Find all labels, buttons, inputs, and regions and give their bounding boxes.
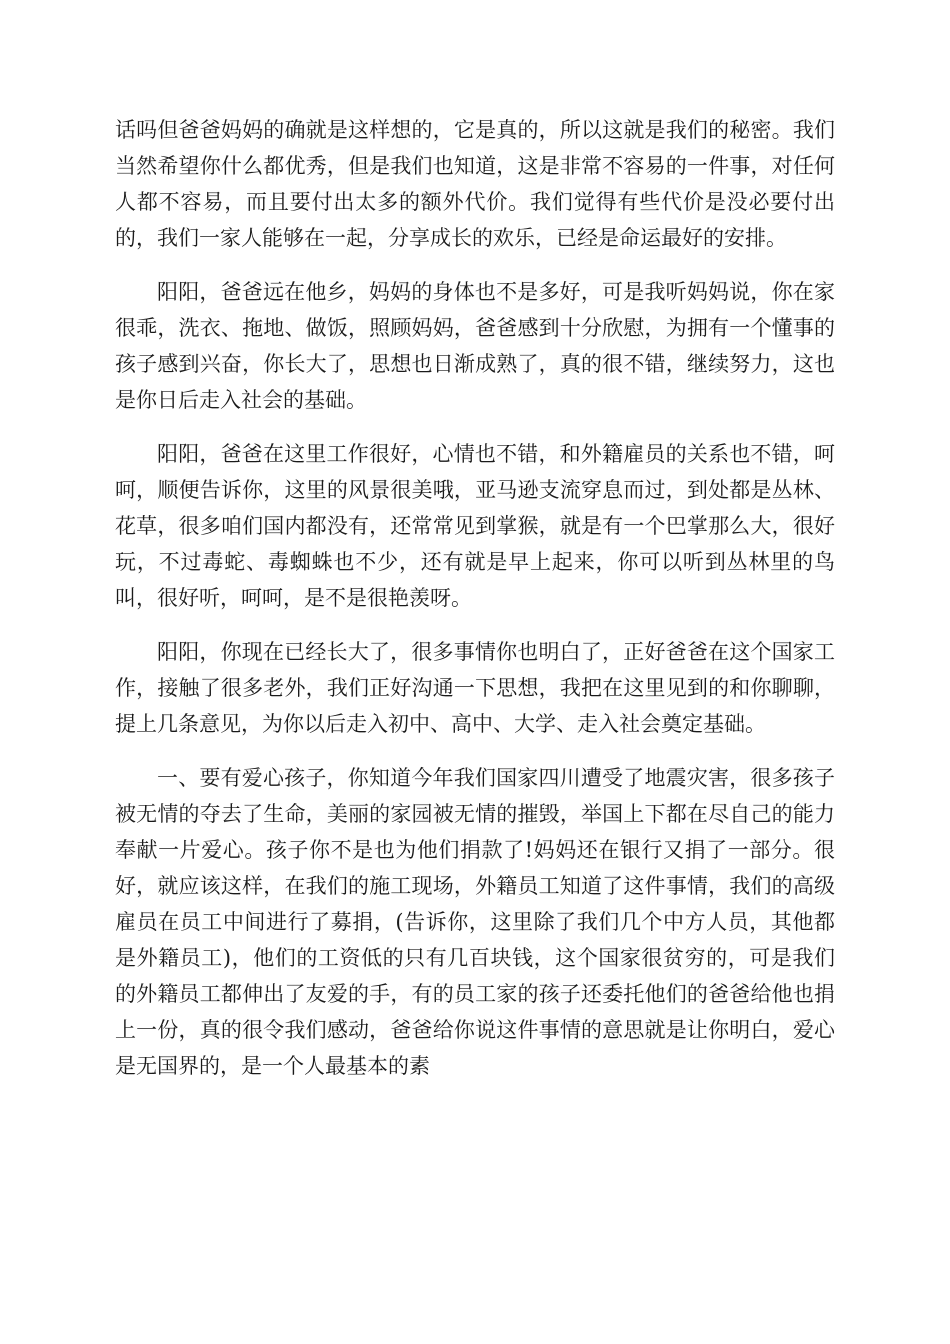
paragraph-2: 阳阳，爸爸远在他乡，妈妈的身体也不是多好，可是我听妈妈说，你在家很乖，洗衣、拖地、做饭，照顾妈妈，爸爸感到十分欣慰，为拥有一个懂事的孩子感到兴奋，你长大了，思想也日渐成熟了，真的很不错，继续努力，这也是你日后走入社会的基础。: [115, 280, 835, 412]
document-page: [115, 112, 835, 1102]
paragraph-1: 话吗但爸爸妈妈的确就是这样想的，它是真的，所以这就是我们的秘密。我们当然希望你什么都优秀，但是我们也知道，这是非常不容易的一件事，对任何人都不容易，而且要付出太多的额外代价。我们觉得有些代价是没必要付出的，我们一家人能够在一起，分享成长的欢乐，已经是命运最好的安排。: [115, 118, 835, 250]
paragraph-4: 阳阳，你现在已经长大了，很多事情你也明白了，正好爸爸在这个国家工作，接触了很多老外，我们正好沟通一下思想，我把在这里见到的和你聊聊，提上几条意见，为你以后走入初中、高中、大学、走入社会奠定基础。: [115, 640, 835, 736]
paragraph-3: 阳阳，爸爸在这里工作很好，心情也不错，和外籍雇员的关系也不错，呵呵，顺便告诉你，这里的风景很美哦，亚马逊支流穿息而过，到处都是丛林、花草，很多咱们国内都没有，还常常见到掌猴，就是有一个巴掌那么大，很好玩，不过毒蛇、毒蜘蛛也不少，还有就是早上起来，你可以听到丛林里的鸟叫，很好听，呵呵，是不是很艳羡呀。: [115, 442, 835, 610]
paragraph-5: 一、要有爱心孩子，你知道今年我们国家四川遭受了地震灾害，很多孩子被无情的夺去了生命，美丽的家园被无情的摧毁，举国上下都在尽自己的能力奉献一片爱心。孩子你不是也为他们捐款了!妈妈还在银行又捐了一部分。很好，就应该这样，在我们的施工现场，外籍员工知道了这件事情，我们的高级雇员在员工中间进行了募捐，(告诉你，这里除了我们几个中方人员，其他都是外籍员工)，他们的工资低的只有几百块钱，这个国家很贫穷的，可是我们的外籍员工都伸出了友爱的手，有的员工家的孩子还委托他们的爸爸给他也捐上一份，真的很令我们感动，爸爸给你说这件事情的意思就是让你明白，爱心是无国界的，是一个人最基本的素: [115, 766, 835, 1078]
